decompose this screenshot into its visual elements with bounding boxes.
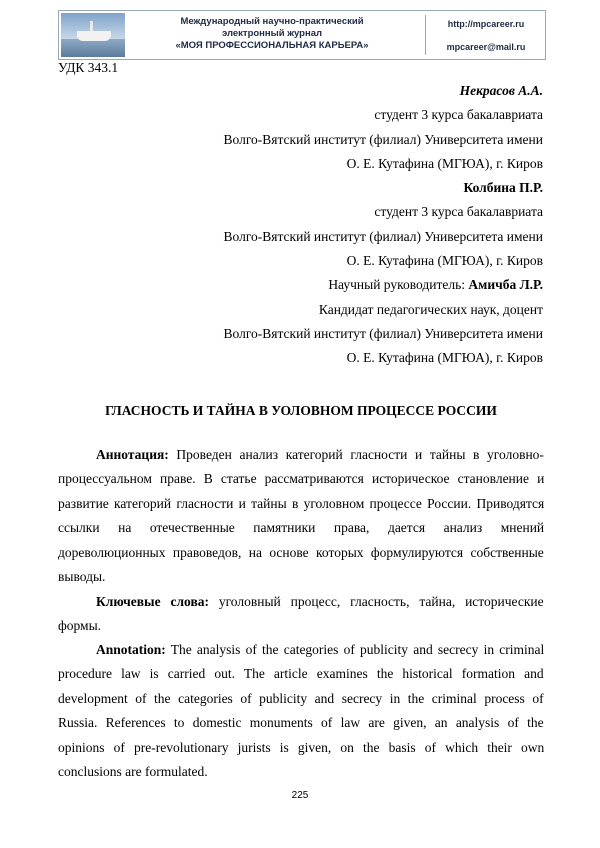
abstract-en-line2: procedure law is carried out. The article examines the historical formation and bbox=[58, 666, 544, 682]
author2-status: студент 3 курса бакалавриата bbox=[374, 204, 543, 220]
abstract-ru-line3: развитие категорий гласности и тайны в уголовном процессе России. Приводятся bbox=[58, 495, 545, 511]
author2-institution-line1: Волго-Вятский институт (филиал) Университета имени bbox=[223, 228, 543, 244]
abstract-en-label: Annotation: bbox=[96, 642, 166, 657]
supervisor-degree: Кандидат педагогических наук, доцент bbox=[318, 301, 543, 317]
udk-code: УДК 343.1 bbox=[58, 60, 119, 75]
author1-status: студент 3 курса бакалавриата bbox=[374, 107, 543, 123]
supervisor-institution-line1: Волго-Вятский институт (филиал) Университета имени bbox=[223, 325, 543, 341]
abstract-ru-line4: ссылки на отечественные памятники права, дается анализ мнений bbox=[58, 520, 545, 536]
abstract-en-line6: conclusions are formulated. bbox=[58, 764, 208, 780]
author1-institution-line1: Волго-Вятский институт (филиал) Университета имени bbox=[223, 131, 543, 147]
authors-block bbox=[43, 79, 543, 371]
journal-logo bbox=[61, 13, 125, 57]
author1-name: Некрасов А.А. bbox=[459, 83, 543, 98]
journal-header bbox=[58, 10, 546, 60]
abstract-ru bbox=[58, 443, 544, 589]
abstract-en-line5: opinions of pre-revolutionary jurists is given, on the basis of which their own bbox=[58, 739, 545, 755]
abstract-en bbox=[58, 638, 544, 784]
supervisor-prefix: Научный руководитель: bbox=[328, 277, 469, 293]
abstract-ru-line6: выводы. bbox=[58, 569, 106, 585]
abstract-ru-label: Аннотация: bbox=[96, 447, 169, 462]
journal-title bbox=[127, 16, 417, 52]
abstract-en-line3: development of the categories of publicity and secrecy in the criminal process of bbox=[58, 690, 544, 706]
abstract-en-line4: Russia. References to domestic monuments of law are given, an analysis of the bbox=[58, 715, 544, 731]
author2-institution-line2: О. Е. Кутафина (МГЮА), г. Киров bbox=[346, 253, 543, 269]
author2-name: Колбина П.Р. bbox=[463, 180, 543, 196]
abstract-ru-line2: процессуальном праве. В статье рассматриваются историческое становление и bbox=[58, 471, 545, 487]
journal-title-line1: Международный научно-практический bbox=[180, 16, 364, 27]
supervisor-line bbox=[43, 273, 543, 297]
keywords-ru-line1: уголовный процесс, гласность, тайна, исторические bbox=[208, 594, 544, 609]
keywords-ru-line2: формы. bbox=[58, 618, 102, 634]
journal-title-line3: «МОЯ ПРОФЕССИОНАЛЬНАЯ КАРЬЕРА» bbox=[175, 40, 369, 51]
abstract-en-line1: The analysis of the categories of publicity and secrecy in criminal bbox=[165, 642, 545, 657]
header-divider bbox=[425, 15, 426, 55]
author1-institution-line2: О. Е. Кутафина (МГЮА), г. Киров bbox=[346, 155, 543, 171]
keywords-ru bbox=[58, 590, 544, 639]
journal-url-link[interactable]: http://mpcareer.ru bbox=[447, 19, 525, 29]
abstract-ru-line1: Проведен анализ категорий гласности и тайны в уголовно- bbox=[168, 447, 544, 462]
abstract-ru-line5: дореволюционных правоведов, на основе которых формулируются собственные bbox=[58, 544, 544, 560]
page-number: 225 bbox=[291, 790, 309, 801]
journal-title-line2: электронный журнал bbox=[221, 28, 323, 39]
article-title: ГЛАСНОСТЬ И ТАЙНА В УОЛОВНОМ ПРОЦЕССЕ РОССИИ bbox=[105, 403, 497, 418]
supervisor-institution-line2: О. Е. Кутафина (МГЮА), г. Киров bbox=[346, 350, 543, 366]
supervisor-name: Амичба Л.Р. bbox=[468, 277, 543, 293]
keywords-ru-label: Ключевые слова: bbox=[96, 594, 209, 609]
journal-email-link[interactable]: mpcareer@mail.ru bbox=[446, 42, 526, 52]
